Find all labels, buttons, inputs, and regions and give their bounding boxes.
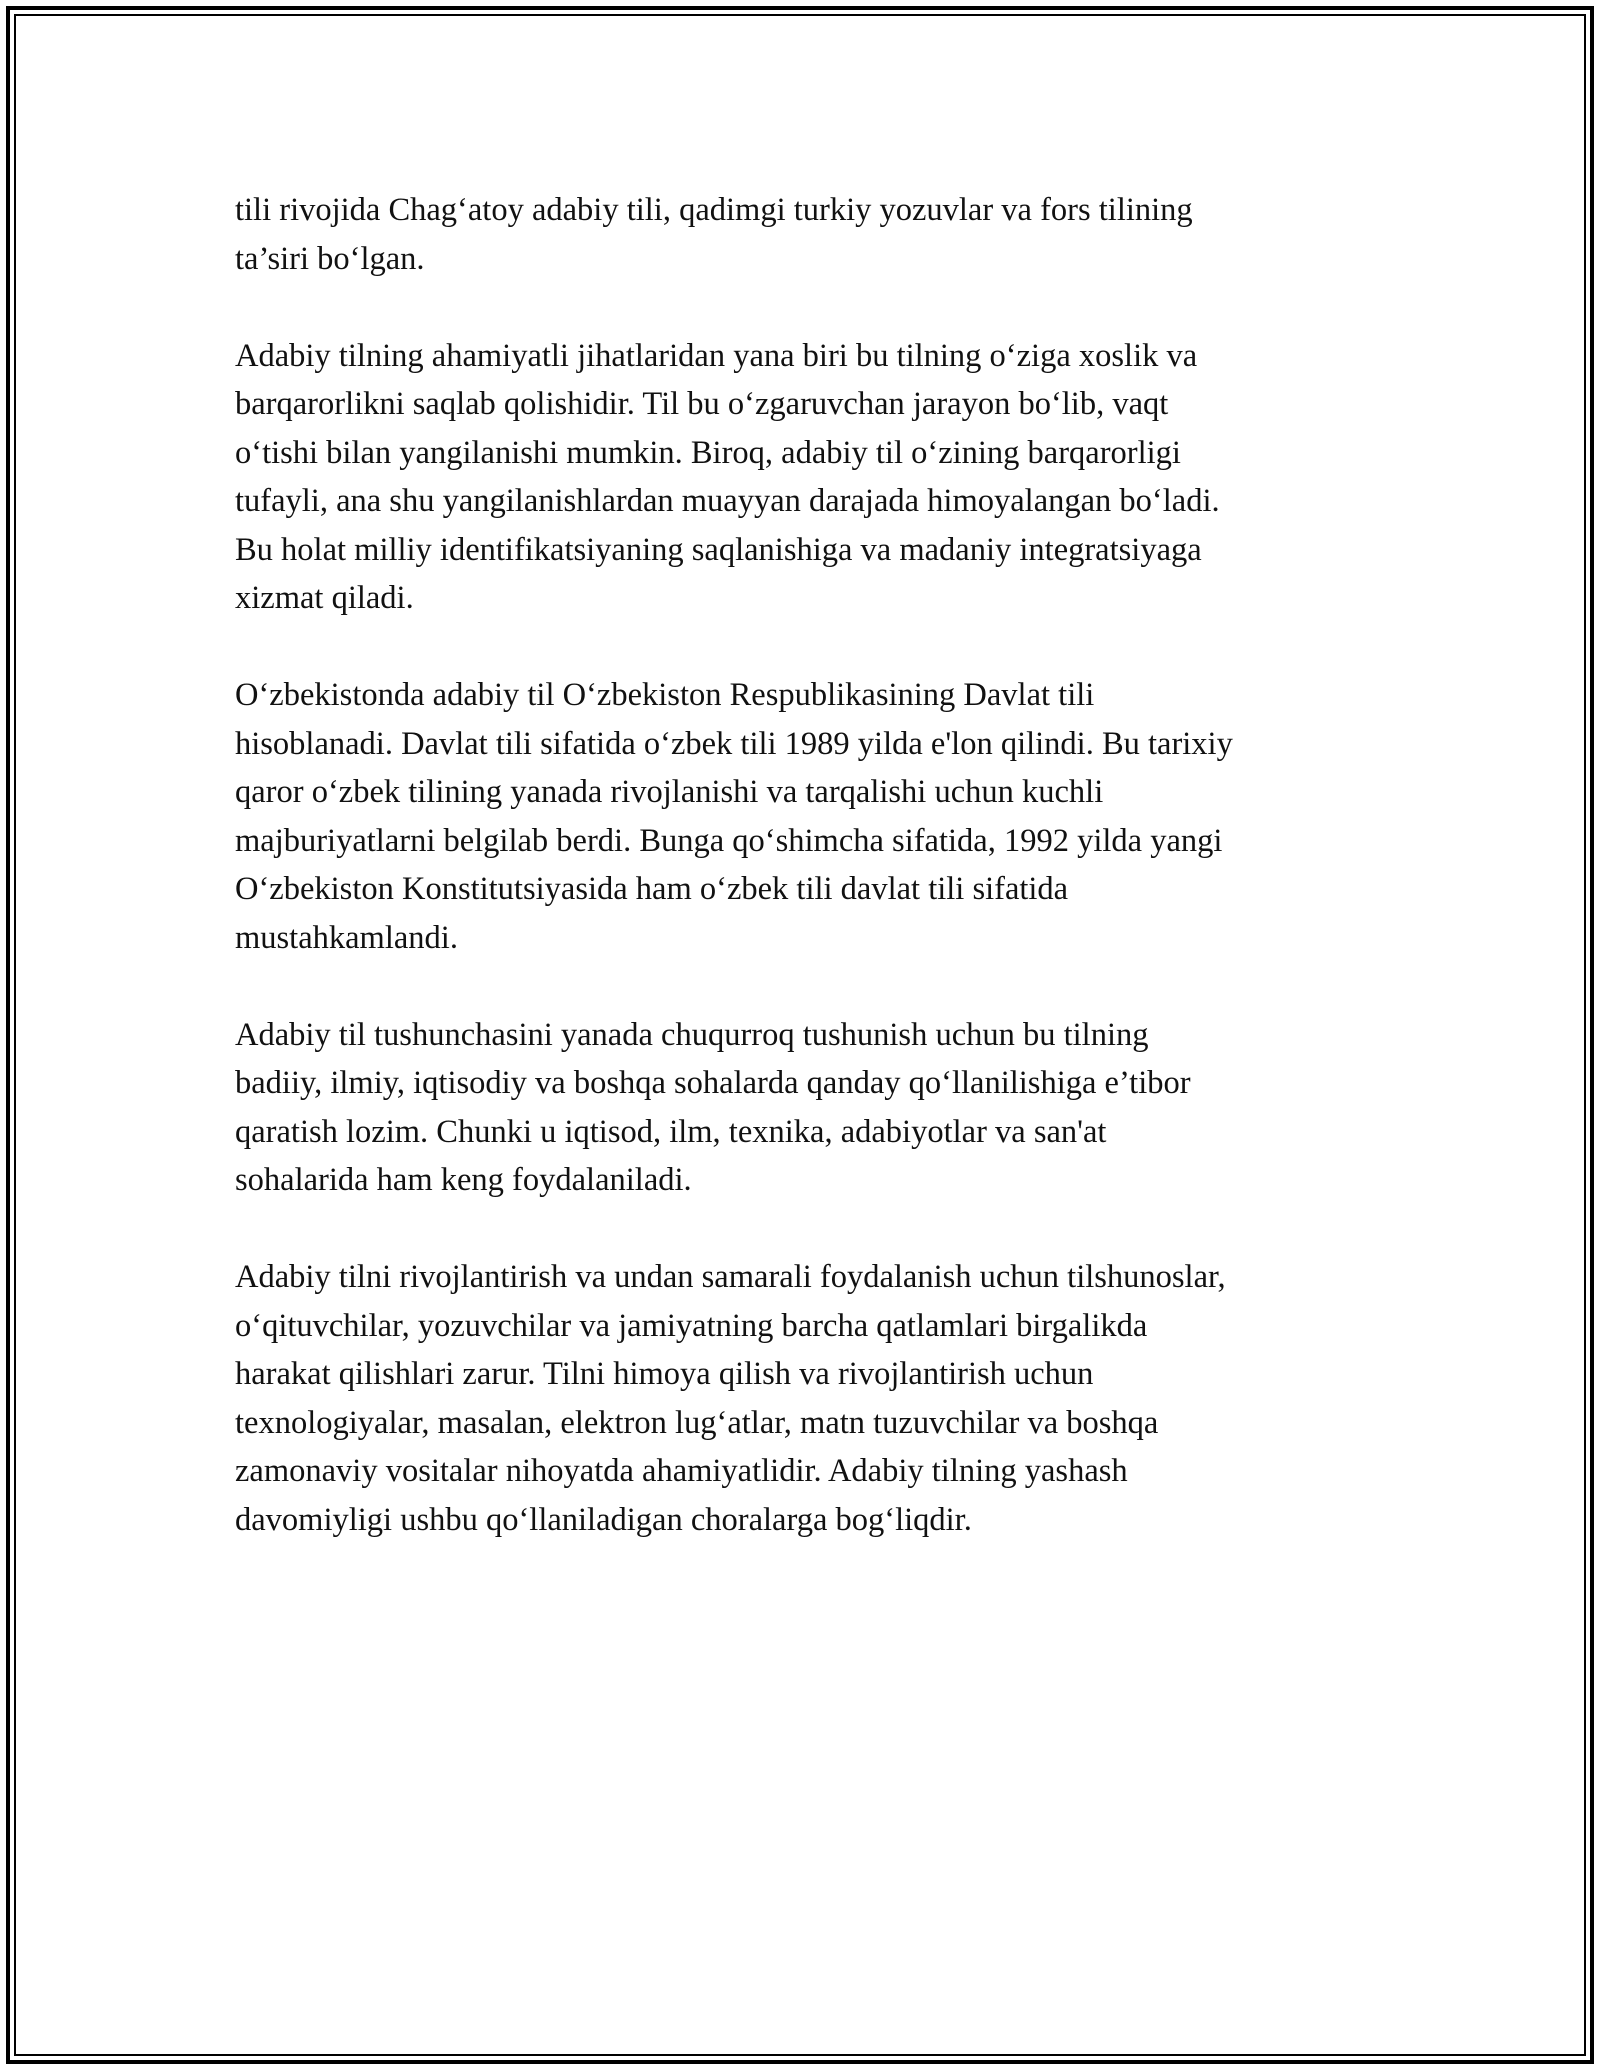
- text-line: qaratish lozim. Chunki u iqtisod, ilm, texnika, adabiyotlar va san'at: [235, 1113, 1107, 1150]
- text-line: badiiy, ilmiy, iqtisodiy va boshqa sohalarda qanday qo‘llanilishiga e’tibor: [235, 1065, 1191, 1101]
- text-line: O‘zbekiston Konstitutsiyasida ham o‘zbek tili davlat tili sifatida: [235, 871, 1069, 907]
- text-line: sohalarida ham keng foydalaniladi.: [235, 1162, 692, 1198]
- text-line: davomiyligi ushbu qo‘llaniladigan choralarga bog‘liqdir.: [235, 1501, 972, 1538]
- text-line: Bu holat milliy identifikatsiyaning saqlanishiga va madaniy integratsiyaga: [235, 531, 1202, 568]
- text-line: O‘zbekistonda adabiy til O‘zbekiston Respublikasining Davlat tili: [235, 677, 1095, 713]
- text-line: hisoblanadi. Davlat tili sifatida o‘zbek tili 1989 yilda e'lon qilindi. Bu tarixiy: [235, 725, 1233, 762]
- paragraph: [235, 1253, 1365, 1544]
- document-body: [235, 186, 1365, 1593]
- paragraph: [235, 671, 1365, 962]
- text-line: mustahkamlandi.: [235, 919, 458, 956]
- text-line: tili rivojida Chag‘atoy adabiy tili, qadimgi turkiy yozuvlar va fors tilining: [235, 192, 1193, 228]
- text-line: qaror o‘zbek tilining yanada rivojlanishi va tarqalishi uchun kuchli: [235, 774, 1104, 810]
- paragraph: [235, 1011, 1365, 1205]
- text-line: o‘qituvchilar, yozuvchilar va jamiyatning barcha qatlamlari birgalikda: [235, 1307, 1148, 1344]
- text-line: tufayli, ana shu yangilanishlardan muayyan darajada himoyalangan bo‘ladi.: [235, 483, 1220, 519]
- text-line: Adabiy tilning ahamiyatli jihatlaridan yana biri bu tilning o‘ziga xoslik va: [235, 337, 1198, 374]
- text-line: zamonaviy vositalar nihoyatda ahamiyatlidir. Adabiy tilning yashash: [235, 1453, 1128, 1489]
- text-line: barqarorlikni saqlab qolishidir. Til bu o‘zgaruvchan jarayon bo‘lib, vaqt: [235, 386, 1169, 422]
- text-line: Adabiy tilni rivojlantirish va undan samarali foydalanish uchun tilshunoslar,: [235, 1259, 1226, 1295]
- text-line: majburiyatlarni belgilab berdi. Bunga qo‘shimcha sifatida, 1992 yilda yangi: [235, 822, 1223, 859]
- paragraph: [235, 186, 1365, 283]
- text-line: Adabiy til tushunchasini yanada chuqurroq tushunish uchun bu tilning: [235, 1016, 1149, 1053]
- text-line: harakat qilishlari zarur. Tilni himoya qilish va rivojlantirish uchun: [235, 1356, 1094, 1392]
- text-line: o‘tishi bilan yangilanishi mumkin. Biroq, adabiy til o‘zining barqarorligi: [235, 434, 1181, 471]
- text-line: ta’siri bo‘lgan.: [235, 240, 425, 277]
- text-line: xizmat qiladi.: [235, 580, 414, 616]
- text-line: texnologiyalar, masalan, elektron lug‘atlar, matn tuzuvchilar va boshqa: [235, 1404, 1159, 1441]
- paragraph: [235, 332, 1365, 623]
